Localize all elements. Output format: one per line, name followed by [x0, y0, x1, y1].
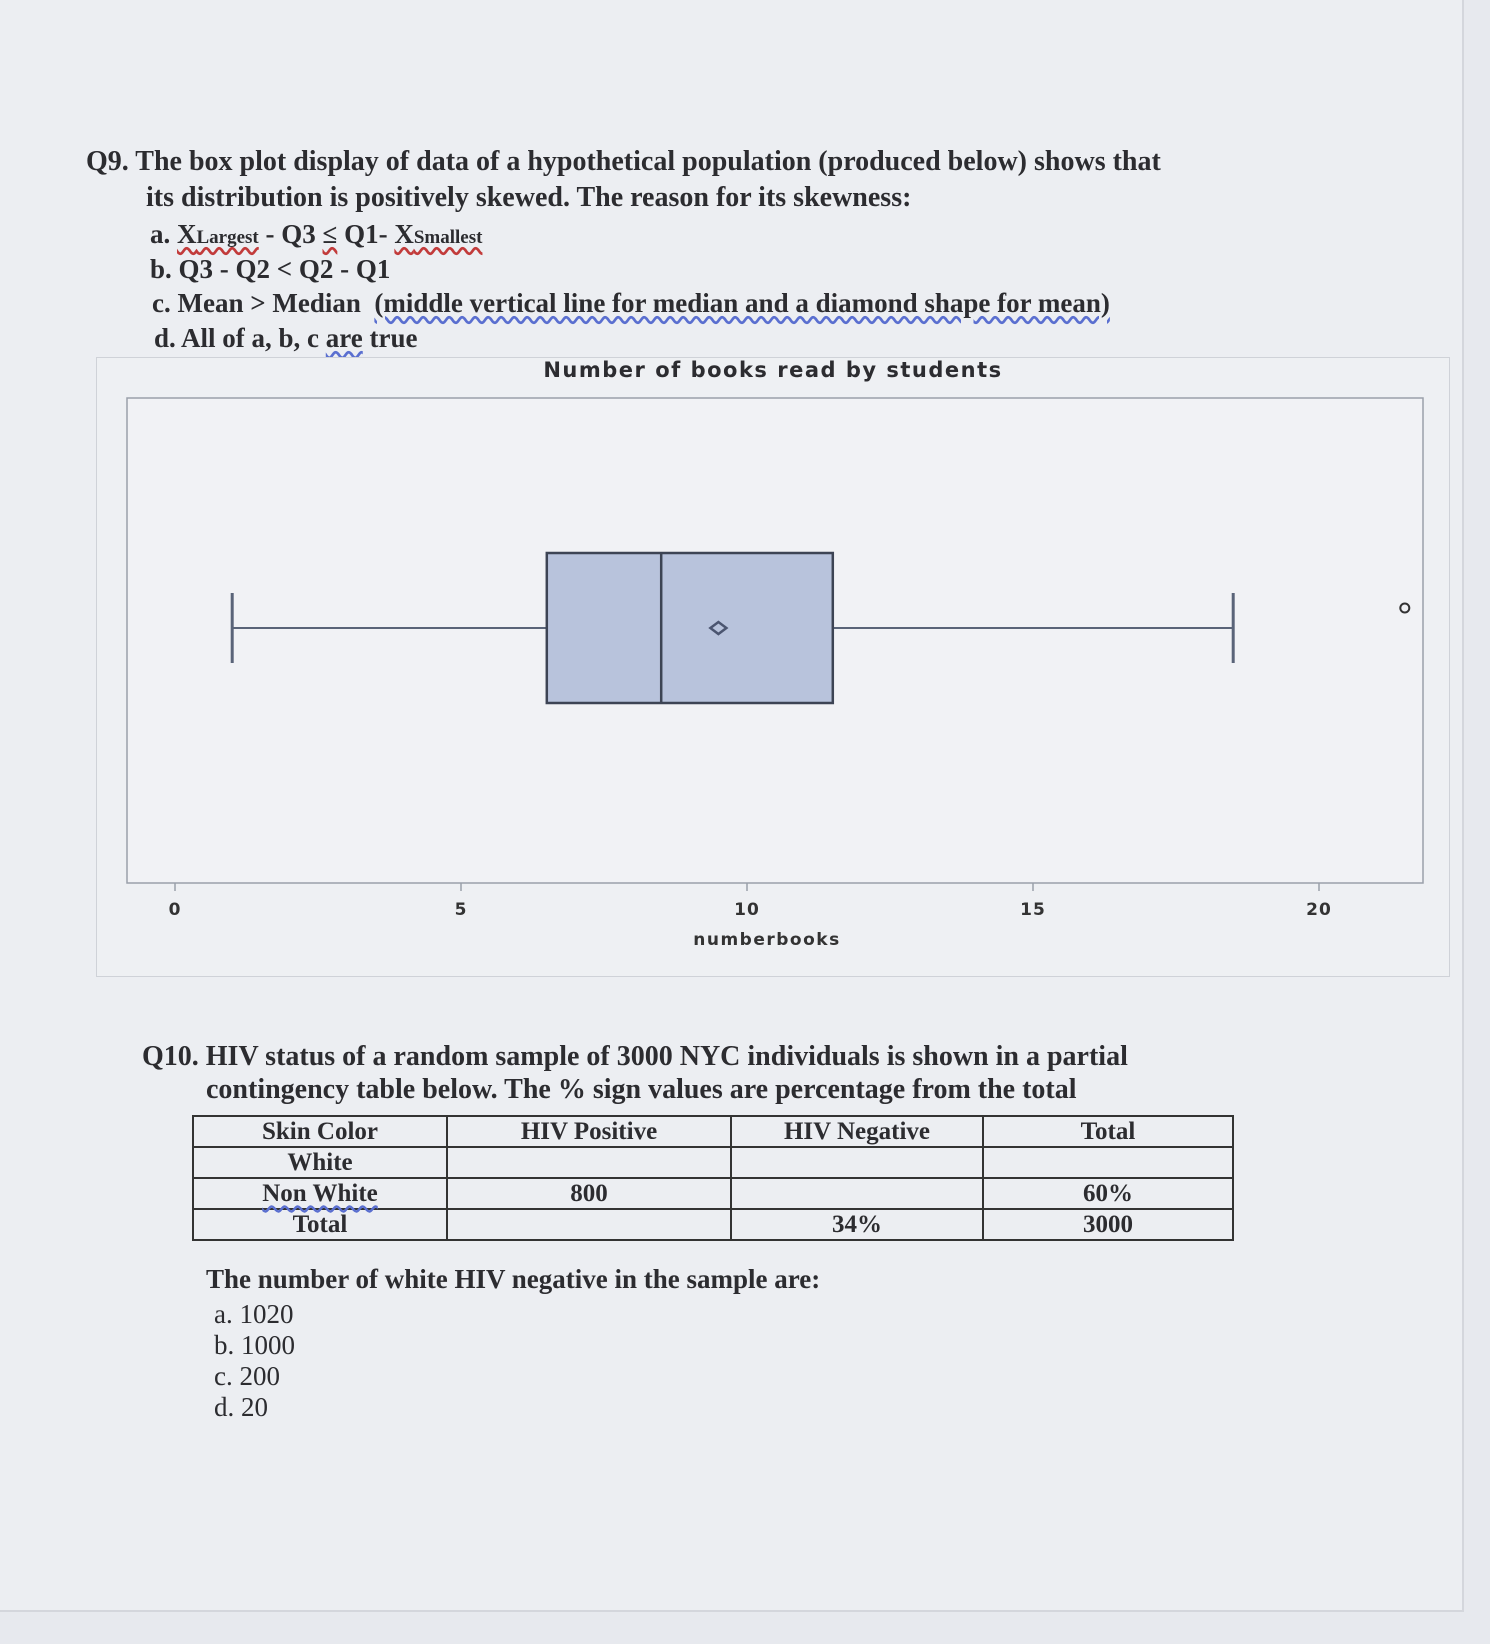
boxplot-svg: [97, 358, 1449, 976]
table-cell: [983, 1147, 1233, 1178]
x-smallest: XSmallest: [394, 219, 483, 249]
q9-option-c[interactable]: c. Mean > Median (middle vertical line for median and a diamond shape for mean): [152, 288, 1110, 318]
table-cell: 800: [447, 1178, 731, 1209]
q10-question-line1: Q10. HIV status of a random sample of 3000 NYC individuals is shown in a partial: [142, 1041, 1128, 1072]
table-row: [193, 1209, 1233, 1240]
header-total: Total: [983, 1116, 1233, 1147]
q10-option-a[interactable]: a. 1020: [214, 1299, 294, 1329]
q10-option-d[interactable]: d. 20: [214, 1392, 268, 1422]
q9-question-line1: Q9. The box plot display of data of a hypothetical population (produced below) shows that: [86, 146, 1161, 177]
q10-subquestion: The number of white HIV negative in the sample are:: [206, 1264, 821, 1294]
table-row: [193, 1178, 1233, 1209]
chart-title: Number of books read by students: [543, 358, 1003, 382]
q10-question-line2: contingency table below. The % sign values are percentage from the total: [206, 1074, 1077, 1105]
header-skin-color: Skin Color: [193, 1116, 447, 1147]
table-cell: 60%: [983, 1178, 1233, 1209]
q9-question-line2: its distribution is positively skewed. The reason for its skewness:: [146, 182, 912, 213]
x-tick-label: 15: [1020, 900, 1046, 920]
q10-option-b[interactable]: b. 1000: [214, 1330, 295, 1360]
x-largest: XLargest: [177, 219, 259, 249]
x-tick-label: 20: [1306, 900, 1332, 920]
x-tick-label: 10: [734, 900, 760, 920]
table-cell: [447, 1209, 731, 1240]
boxplot-chart: [96, 357, 1450, 977]
table-cell: 34%: [731, 1209, 983, 1240]
table-cell: [731, 1147, 983, 1178]
x-tick-label: 0: [168, 900, 182, 920]
q9-option-b[interactable]: b. Q3 - Q2 < Q2 - Q1: [150, 254, 391, 284]
header-hiv-positive: HIV Positive: [447, 1116, 731, 1147]
table-cell: [731, 1178, 983, 1209]
q10-option-c[interactable]: c. 200: [214, 1361, 280, 1391]
table-row: [193, 1147, 1233, 1178]
table-cell: 3000: [983, 1209, 1233, 1240]
table-cell: Total: [193, 1209, 447, 1240]
contingency-table: [192, 1115, 1234, 1241]
x-axis-label: numberbooks: [693, 930, 841, 950]
header-hiv-negative: HIV Negative: [731, 1116, 983, 1147]
q9-option-a[interactable]: a. XLargest - Q3 ≤ Q1- XSmallest: [150, 219, 483, 249]
x-tick-label: 5: [454, 900, 468, 920]
iqr-box: [547, 553, 833, 703]
table-header-row: [193, 1116, 1233, 1147]
table-cell: White: [193, 1147, 447, 1178]
q9-option-d[interactable]: d. All of a, b, c are true: [154, 323, 418, 353]
table-cell: [447, 1147, 731, 1178]
table-cell: Non White: [193, 1178, 447, 1209]
